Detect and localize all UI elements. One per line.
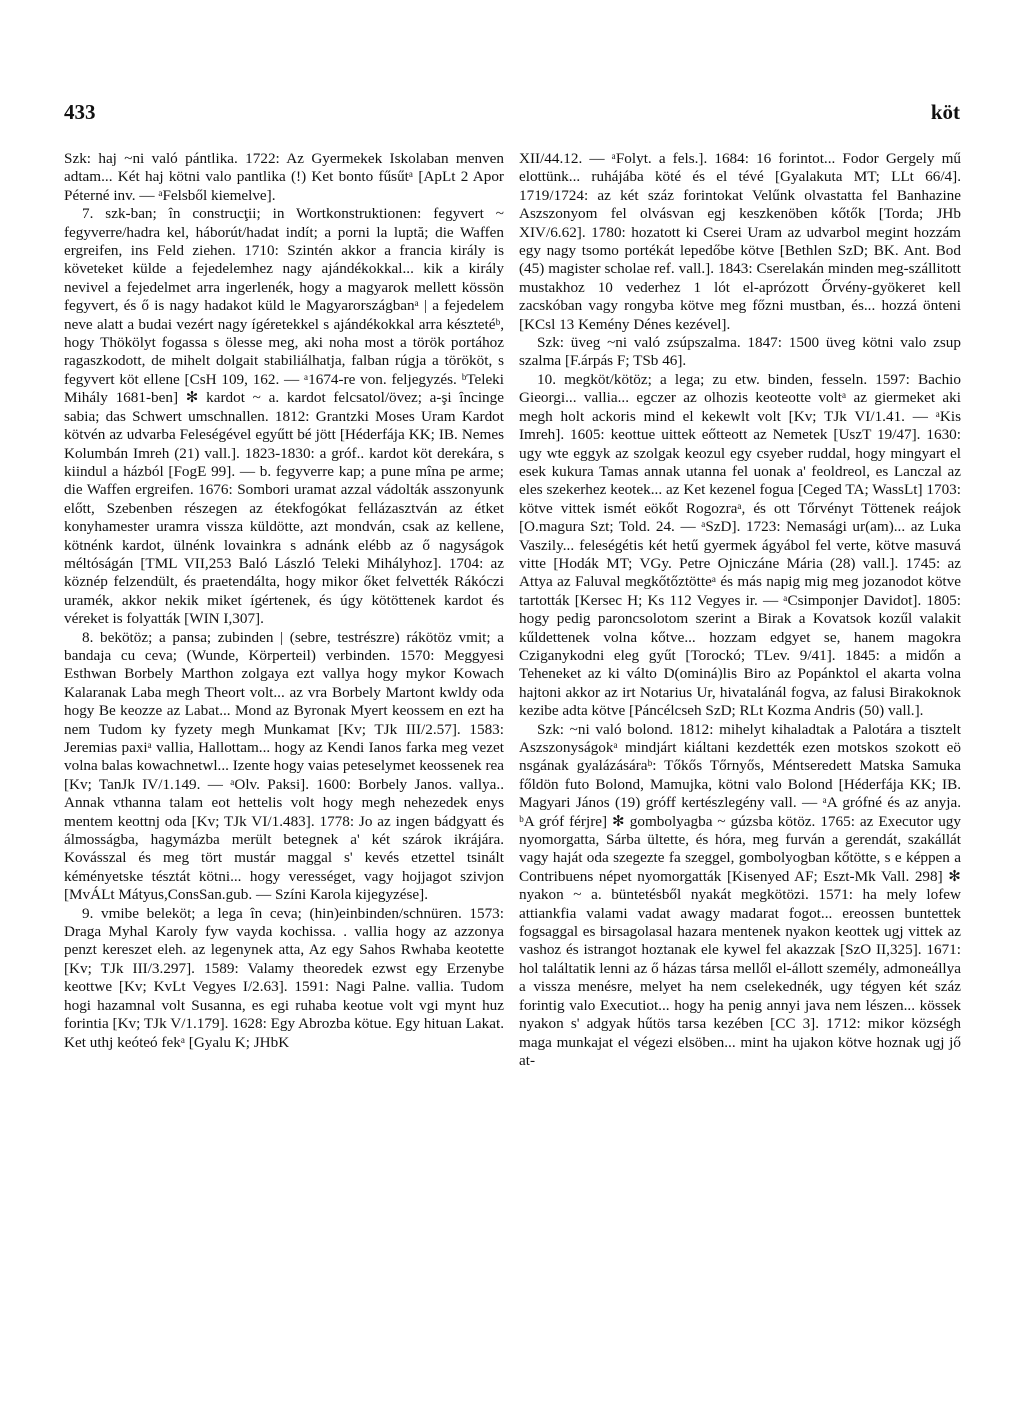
entry-paragraph: Szk: ~ni való bolond. 1812: mihelyt kihaladtak a Palotára a tisztelt Aszszonyságokᵃ mindjárt kiáltani kezdették ezen motskos szokott eö nsgának gyalázásáraᵇ: Tőkős Tőrnyős, Méntseredett Matska Samuka főldön futo Bolond, Mamujka, kötni valo Bolond [Héderfája KK; IB. Magyari János (19) gróff kertészlegény vall. — ᵃA grófné és az anyja. ᵇA gróf férjre] ✻ gombolyagba ~ gúzsba kötöz. 1765: az Executor ugy nyomorgatta, Sárba ültette, és hóra, meg furván a gerendát, szakállát vagy haját oda szegezte fa szeggel, gombolyogban kőtötte, s e képpen a Contribuens népet nyomorgatták [Kisenyed AF; Eszt-Mk Vall. 298] ✻ nyakon ~ a. büntetésből nyakát megkötözi. 1571: ha mely lofew attiankfia valami vadat awagy madarat fogot... ereossen buntettek fogsaggal es birsagolasal hazara mentenek nyakon keottek ugj vittek az vashoz és istrangot hoztanak ele kywel fel akazzak [SzO II,325]. 1671: hol találtatik lenni az ő házas társa mellől el-állott személy, admoneállya a vissza menésre, melyet ha nem cselekednék, ugy tégyen két száz forintig valo Executiot... hogy ha penig annyi java nem lészen... kössek nyakon s' adgyak hűtös tarsa kezében [CC 3]. 1712: mikor községh maga munkajat el végezi elsöben... mint ha ujakon kötve hoznak ugj jő at- [519,720,961,1069]
entry-paragraph: 10. megköt/kötöz; a lega; zu etw. binden, fesseln. 1597: Bachio Gieorgi... vallia... egczer az olhozis keoteotte voltᵃ az giermeket aki megh holt ackoris mind el kekewlt volt [Kv; TJk VI/1.41. — ᵃKis Imreh]. 1605: keottue uittek eőtteott az Nemetek [UszT 19/47]. 1630: ugy wte eggyk az szolgak keozul egy csyeber ruddal, hogy mingyart el esek kukura Tamas annak utanna fel uonak a' feoldreol, es Lanczal az eles szekerhez keotek... az Ket kezenel fogua [Ceged TA; WassLt] 1703: kötve vittek ismét eökőt Rogozraᵃ, és ott Tőrvényt Töttenek reájok [O.magura Szt; Told. 24. — ᵃSzD]. 1723: Nemasági ur(am)... az Luka Vaszily... feleségétis két hetű gyermek ágyábol fel verte, kötve masuvá vitte [Hodák MT; VGy. Petre Ojniczáne Mária (28) vall.]. 1745: az Attya az Faluval megkőtőztötteᵃ és más napig mig meg jozanodot kötve tartották [Kersec H; Ks 112 Vegyes ir. — ᵃCsimponjer Davidot]. 1805: hogy pedig paroncsolotom szerint a Birak a Kovatsok kozűl valakit kűldettenek volna kőtve... hozzam edgyet se, hanem magokra Cziganykodni eleg gyűt [Torockó; TLev. 9/41]. 1845: a midőn a Teheneket az ki válto D(ominá)lis Biro az Popánktol el akarta volna hajtoni akkor az irt Notarius Ur, hivatalánál fogva, az falusi Birakoknok kezibe adta kötve [Páncélcseh SzD; RLt Kozma Andris (50) vall.]. [519,370,961,720]
entry-paragraph: Szk: üveg ~ni való zsúpszalma. 1847: 1500 üveg kötni valo zsup szalma [F.árpás F; TSb 46]. [519,334,961,370]
entry-paragraph: 9. vmibe beleköt; a lega în ceva; (hin)einbinden/schnüren. 1573: Draga Myhal Karoly fyw vayda kochissa. . vallia hogy az azzonya penzt kereszet eleh. az legenynek atta, Az egy Sahos Rwhaba keotette [Kv; TJk III/3.297]. 1589: Valamy theoredek ezwst egy Erzenybe keottwe [Kv; KvLt Vegyes I/2.63]. 1591: Nagi Palne. vallia. Tudom hogi hazamnal volt Susanna, es egi ruhaba keotue volt vgi mynt huz forintia [Kv; TJk V/1.179]. 1628: Egy Abrozba kötue. Egy hituan Lakat. Ket uthj keóteó fekᵃ [Gyalu K; JHbK [64,904,504,1051]
entry-paragraph: 7. szk-ban; în construcţii; in Wortkonstruktionen: fegyvert ~ fegyverre/hadra kel, háborút/hadat indít; a porni la luptă; die Waffen ergreifen, ins Feld ziehen. 1710: Szintén akkor a francia király is követeket külde a fejedelemhez nagy ajándékokkal... kik a király nevivel a fejedelmet arra ingerlenék, hogy a magyarok mellett kössön fegyvert, és ő is nagy hadakot küld le Magyarországbanᵃ | a fejedelem neve alatt a budai vezért nagy ígéretekkel s ajándékokkal arra késztetéᵇ, hogy Thökölyt fogassa s ölesse meg, aki noha most a török portához ragaszkodott, de mihelt dolgait stabiliálhatja, falban rúgja a törököt, s fegyvert köt ellene [CsH 109, 162. — ᵃ1674-re von. feljegyzés. ᵇTeleki Mihály 1681-ben] ✻ kardot ~ a. kardot felcsatol/övez; a-şi încinge sabia; das Schwert umschnallen. 1812: Grantzki Moses Uram Kardot kötvén az udvarba Feleségével egyűtt bé jött [Héderfája KK; IB. Nemes Kolumbán Imreh (21) vall.]. 1823-1830: a gróf.. kardot köt derekára, s kiindul a házból [FogE 99]. — b. fegyverre kap; a pune mîna pe arme; die Waffen ergreifen. 1676: Sombori uramat azzal vádolták asszonyunk előtt, Szebenben részegen az étekfogókat fellázasztván az étket konyhamester uramra vissza küldötte, azt mondván, csak az kellene, kötnénk kardot, ülnénk lovainkra s adnánk elébb az ő nagyságok méltóságán [TML VII,253 Baló László Teleki Mihályhoz]. 1704: az köznép felzendült, és praetendálta, hogy mikor őket felvették Rákóczi uramék, akkor nekik miket ígértenek, és úgy kötöttenek kardot és véreket is folyatták [WIN I,307]. [64,205,504,628]
left-column [64,150,504,1052]
page-header [64,100,960,130]
entry-paragraph: XII/44.12. — ᵃFolyt. a fels.]. 1684: 16 forintot... Fodor Gergely mű elottünk... ruhájába köté és el tévé [Gyalakuta MT; LLt 66/4]. 1719/1724: az két száz forintokat Velűnk olvastatta fel Banhazine Aszszonyom fel olvásvan egj keszkenöben kőtők [Torda; JHb XIV/6.62]. 1780: hozatott ki Cserei Uram az udvarbol megint hozzám egy nagy tsomo portékát lepedőbe kötve [Bethlen SzD; BK. Ant. Bod (45) magister scholae ref. vall.]. 1843: Cserelakán minden meg-szállitott mustakhoz 10 vederhez 1 lót el-aprózott Őrvény-gyökeret kell zacskóban vagy rongyba kötve meg főzni mustban, és... hozzá önteni [KCsl 13 Kemény Dénes kezével]. [519,150,961,333]
entry-paragraph: Szk: haj ~ni való pántlika. 1722: Az Gyermekek Iskolaban menven adtam... Két haj kötni valo pantlika (!) Ket bonto fűsűtᵃ [ApLt 2 Apor Péterné inv. — ᵃFelsből kiemelve]. [64,150,504,204]
page-number: 433 [64,100,96,124]
entry-paragraph: 8. bekötöz; a pansa; zubinden | (sebre, testrészre) rákötöz vmit; a bandaja cu ceva; (Wunde, Körperteil) verbinden. 1570: Meggyesi Esthwan Borbely Marthon zolgaya ezt vallya hogy mykor Kowach Kalaranak Laba megh Theort volt... az vra Borbely Martont kwldy oda hogy Be keozze az Labat... Mond az Byronak Myert keossem en ezt ha nem Tudom ky fyzety megh Munkamat [Kv; TJk III/2.57]. 1583: Jeremias paxiᵃ vallia, Hallottam... hogy az Kendi Ianos farka meg vezet volna balas kowachnetwl... Izente hogy vaias peteselymet keossenek rea [Kv; TanJk IV/1.149. — ᵃOlv. Paksi]. 1600: Borbely Janos. vallya.. Annak vthanna talam eot hettelis volt hogy megh nehezedek enys mentem keottnj oda [Kv; TJk VI/1.483]. 1778: Jo az ingen bádgyatt és álmosságba, hagymázba merült betegnek a' két szárok ikrájára. Kovásszal és meg tört mustár maggal s' kevés etzettel tsinált kéményetske tésztát kötni... hogy verességet, vagy hojjagot szivjon [MvÁLt Mátyus,ConsSan.gub. — Színi Karola kijegyzése]. [64,628,504,904]
right-column [519,150,961,1070]
running-headword: köt [930,100,960,124]
